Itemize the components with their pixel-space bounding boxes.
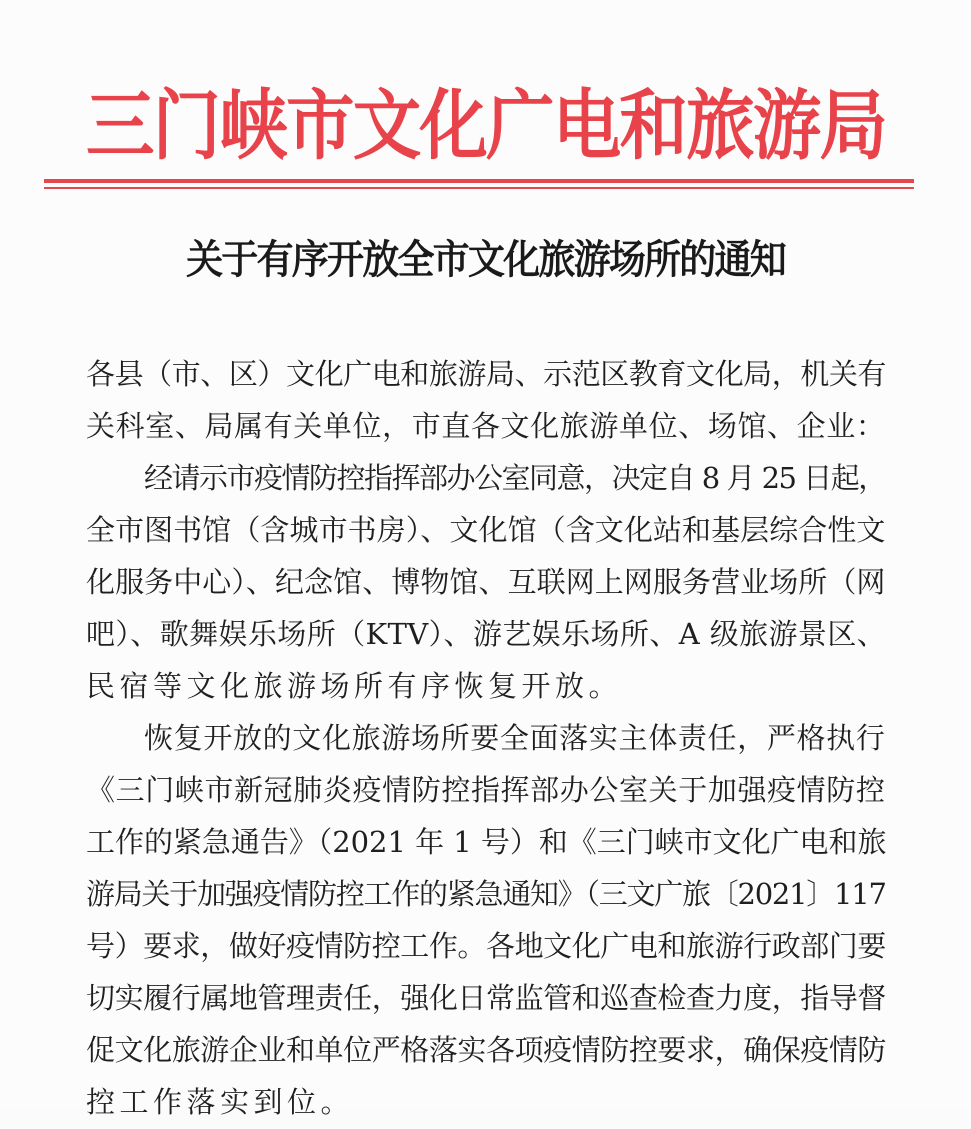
body-line: 游局关于加强疫情防控工作的紧急通知》（三文广旅〔2021〕117 [86,877,886,911]
document-title: 关于有序开放全市文化旅游场所的通知 [186,236,785,283]
body-line: 吧）、歌舞娱乐场所（KTV）、游艺娱乐场所、A 级旅游景区、 [86,617,887,651]
letterhead-rule-thick [44,179,914,183]
letterhead-rule-thin [44,187,914,189]
body-line: 切实履行属地管理责任，强化日常监管和巡查检查力度，指导督 [86,981,887,1015]
document-body [86,348,887,1119]
body-line: 促文化旅游企业和单位严格落实各项疫情防控要求，确保疫情防 [86,1033,887,1067]
body-line: 化服务中心）、纪念馆、博物馆、互联网上网服务营业场所（网 [86,565,886,599]
body-line: 民宿等文化旅游场所有序恢复开放。 [86,669,623,703]
body-line: 控工作落实到位。 [86,1085,355,1119]
body-line: 各县（市、区）文化广电和旅游局、示范区教育文化局，机关有 [86,357,887,391]
body-line: 《三门峡市新冠肺炎疫情防控指挥部办公室关于加强疫情防控 [86,773,886,807]
body-line: 全市图书馆（含城市书房）、文化馆（含文化站和基层综合性文 [86,513,886,547]
body-line: 工作的紧急通告》（2021 年 1 号）和《三门峡市文化广电和旅 [86,825,887,859]
body-line: 恢复开放的文化旅游场所要全面落实主体责任，严格执行 [144,721,886,755]
body-line: 经请示市疫情防控指挥部办公室同意，决定自 8 月 25 日起， [144,461,886,495]
body-line: 关科室、局属有关单位，市直各文化旅游单位、场馆、企业： [86,409,886,443]
body-line: 号）要求，做好疫情防控工作。各地文化广电和旅游行政部门要 [86,929,887,963]
org-letterhead: 三门峡市文化广电和旅游局 [86,81,887,170]
